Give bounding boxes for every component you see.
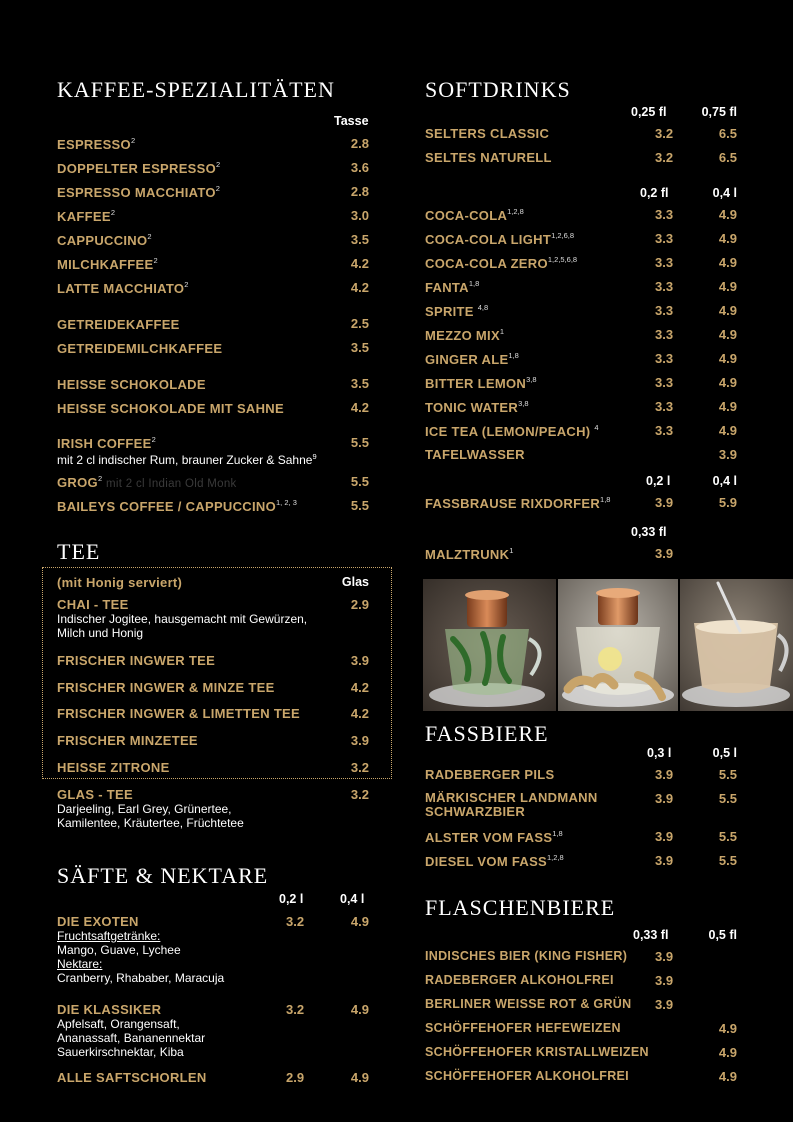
col-header: 0,33 fl	[633, 928, 669, 942]
item-description: Darjeeling, Earl Grey, Grünertee, Kamilentee, Kräutertee, Früchtetee	[57, 802, 244, 830]
softdrinks-title: SOFTDRINKS	[425, 77, 571, 102]
col-header: 0,33 fl	[631, 525, 667, 539]
col-header: 0,25 fl	[631, 105, 667, 119]
flaschenbiere-title: FLASCHENBIERE	[425, 895, 616, 920]
softdrinks-list: 0,25 fl 0,75 fl SELTERS CLASSIC 3.2 6.5 SELTES NATURELL 3.2 6.5 0,2 fl 0,4 l COCA-COLA$^{1,2,8}$ 3.3 4.9 COCA-COLA LIGHT$^{1,2,6,8}$ 3.3 4.9 COCA-COLA ZERO$^{1,2,5,6,8}$ 3.3 4.9 FANTA$^{1,8}$ 3.3 4.9 SPRITE $^{4,8}$ 3.3 4.9 MEZZO MIX$^1$ 3.3 4.9 GINGER ALE$^{1,8}$ 3.3 4.9 BITTER LEMON$^{3,8}$ 3.3 4.9 TONIC WATER$^{3,8}$ 3.3 4.9 ICE TEA (LEMON/PEACH) $^4$ 3.3 4.9 TAFELWASSER 3.9 0,2 l 0,4 l FASSBRAUSE RIXDORFER$^{1,8}$ 3.9 5.9 0,33 fl MALZTRUNK$^1$ 3.9	[425, 105, 737, 562]
tee-list: (mit Honig serviert) Glas CHAI - TEE 2.9 Indischer Jogitee, hausgemacht mit Gewürzen, Milch und Honig FRISCHER INGWER TEE 3.9 FRISCHER INGWER & MINZE TEE 4.2 FRISCHER INGWER & LIMETTEN TEE 4.2 FRISCHER MINZETEE 3.9 HEISSE ZITRONE 3.2 GLAS - TEE 3.2 Darjeeling, Earl Grey, Grünertee, Kamilentee, Kräutertee, Früchtetee	[57, 575, 369, 830]
fassbiere-list: 0,3 l 0,5 l RADEBERGER PILS 3.9 5.5 MÄRKISCHER LANDMANN SCHWARZBIER 3.9 5.5 ALSTER VOM FASS$^{1,8}$ 3.9 5.5 DIESEL VOM FASS$^{1,2,8}$ 3.9 5.5	[425, 746, 737, 869]
col-header: 0,5 fl	[708, 928, 737, 942]
col-header: 0,4 l	[712, 186, 737, 200]
col-header: 0,5 l	[712, 746, 737, 760]
col-header: 0,3 l	[647, 746, 672, 760]
col-header: 0,75 fl	[701, 105, 737, 119]
saefte-col1-header: 0,2 l	[279, 892, 304, 906]
item-description: Indischer Jogitee, hausgemacht mit Gewürzen, Milch und Honig	[57, 612, 308, 640]
kaffee-title: KAFFEE-SPEZIALITÄTEN	[57, 77, 335, 102]
fassbiere-title: FASSBIERE	[425, 721, 549, 746]
flaschenbiere-list: 0,33 fl 0,5 fl INDISCHES BIER (KING FISHER) 3.9 RADEBERGER ALKOHOLFREI 3.9 BERLINER WEISSE ROT & GRÜN 3.9 SCHÖFFEHOFER HEFEWEIZEN 4.9 SCHÖFFEHOFER KRISTALLWEIZEN 4.9 SCHÖFFEHOFER ALKOHOLFREI 4.9	[425, 928, 737, 1084]
kaffee-col-header: Tasse	[334, 114, 369, 128]
saefte-title: SÄFTE & NEKTARE	[57, 863, 269, 888]
saefte-list: DIE EXOTEN 3.2 4.9 Fruchtsaftgetränke: Mango, Guave, Lychee Nektare: Cranberry, Rhababer, Maracuja DIE KLASSIKER 3.2 4.9 Apfelsaft, Orangensaft, Ananassaft, Bananennektar Sauerkirschnektar, Kiba ALLE SAFTSCHORLEN 2.9 4.9	[57, 914, 369, 1085]
item-description: Apfelsaft, Orangensaft, Ananassaft, Bananennektar Sauerkirschnektar, Kiba	[57, 1017, 206, 1059]
item-description: mit 2 cl indischer Rum, brauner Zucker & Sahne$^9$	[57, 452, 317, 467]
col-header: 0,4 l	[712, 474, 737, 488]
kaffee-list: ESPRESSO$^2$ 2.8 DOPPELTER ESPRESSO$^2$ 3.6 ESPRESSO MACCHIATO$^2$ 2.8 KAFFEE$^2$ 3.0 CAPPUCCINO$^2$ 3.5 MILCHKAFFEE$^2$ 4.2 LATTE MACCHIATO$^2$ 4.2 GETREIDEKAFFEE 2.5 GETREIDEMILCHKAFFEE 3.5 HEISSE SCHOKOLADE 3.5 HEISSE SCHOKOLADE MIT SAHNE 4.2 IRISH COFFEE$^2$ 5.5 mit 2 cl indischer Rum, brauner Zucker & Sahne$^9$ GROG$^2$ mit 2 cl Indian Old Monk 5.5 BAILEYS COFFEE / CAPPUCCINO$^{1, 2, 3}$ 5.5	[57, 136, 369, 514]
saefte-col2-header: 0,4 l	[340, 892, 365, 906]
col-header: 0,2 fl	[640, 186, 669, 200]
tee-title: TEE	[57, 539, 101, 564]
col-header: 0,2 l	[646, 474, 671, 488]
item-description: Fruchtsaftgetränke: Mango, Guave, Lychee Nektare: Cranberry, Rhababer, Maracuja	[57, 929, 225, 985]
